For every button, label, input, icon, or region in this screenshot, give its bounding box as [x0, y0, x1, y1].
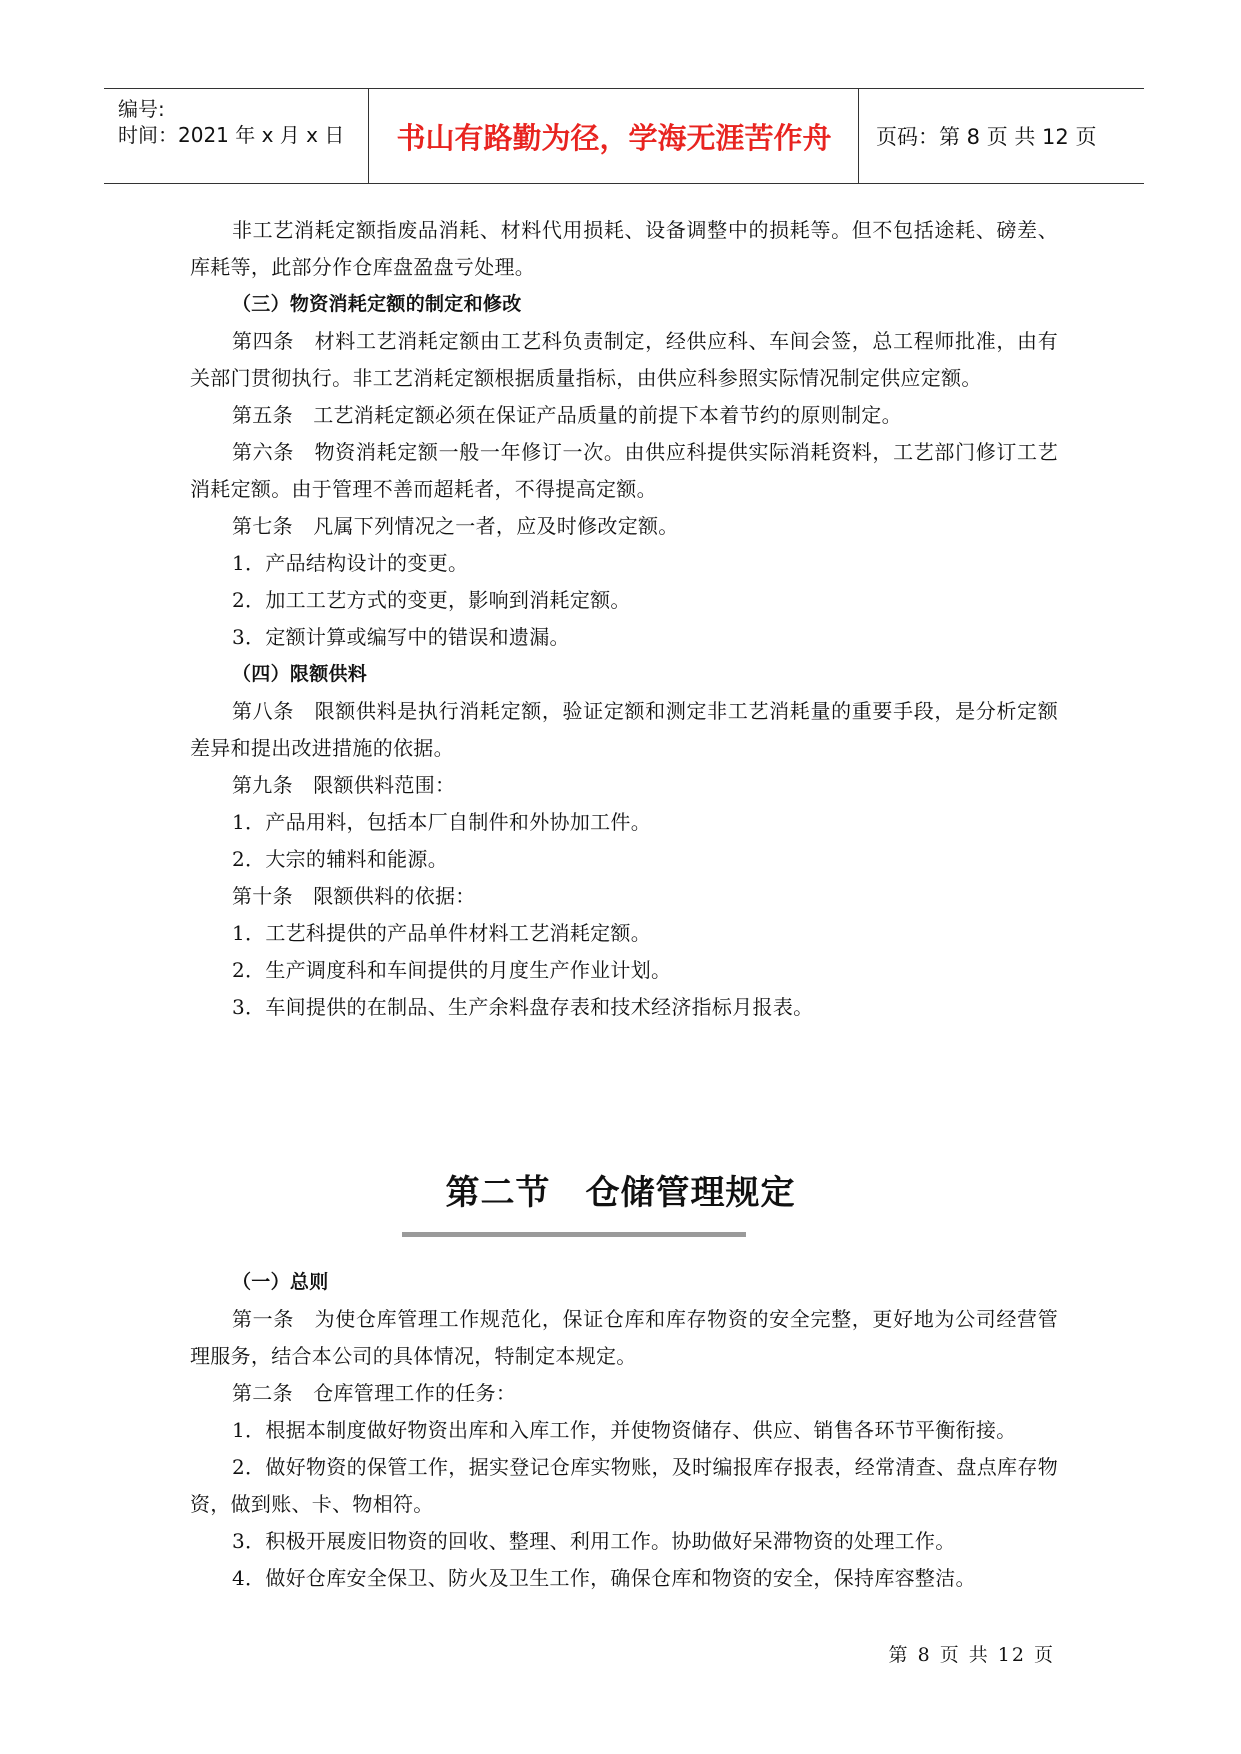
- body-section-1: [190, 212, 1058, 1026]
- subsection-heading: （一）总则: [232, 1271, 329, 1293]
- paragraph: 3．积极开展废旧物资的回收、整理、利用工作。协助做好呆滞物资的处理工作。: [232, 1529, 956, 1553]
- document-number-label: 编号:: [118, 97, 165, 121]
- paragraph: 3．定额计算或编写中的错误和遗漏。: [232, 625, 570, 649]
- page-footer: 第 8 页 共 12 页: [888, 1644, 1055, 1666]
- paragraph: 2．生产调度科和车间提供的月度生产作业计划。: [232, 958, 672, 982]
- section-title: 第二节 仓储管理规定: [445, 1173, 796, 1213]
- paragraph: 第二条 仓库管理工作的任务：: [232, 1381, 517, 1405]
- paragraph: 第六条 物资消耗定额一般一年修订一次。由供应科提供实际消耗资料，工艺部门修订工艺消耗定额。由于管理不善而超耗者，不得提高定额。: [190, 440, 1058, 501]
- paragraph: 第四条 材料工艺消耗定额由工艺科负责制定，经供应科、车间会签，总工程师批准，由有关部门贯彻执行。非工艺消耗定额根据质量指标，由供应科参照实际情况制定供应定额。: [190, 329, 1058, 390]
- paragraph: 第五条 工艺消耗定额必须在保证产品质量的前提下本着节约的原则制定。: [232, 403, 902, 427]
- page-header: [104, 88, 1144, 184]
- paragraph: 第十条 限额供料的依据：: [232, 884, 476, 908]
- body-section-2: [190, 1264, 1058, 1597]
- paragraph: 1．根据本制度做好物资出库和入库工作，并使物资储存、供应、销售各环节平衡衔接。: [232, 1418, 1017, 1442]
- subsection-heading: （四）限额供料: [232, 663, 368, 685]
- paragraph: 2．大宗的辅料和能源。: [232, 847, 449, 871]
- paragraph: 第一条 为使仓库管理工作规范化，保证仓库和库存物资的安全完整，更好地为公司经营管理服务，结合本公司的具体情况，特制定本规定。: [190, 1307, 1058, 1368]
- paragraph: 2．加工工艺方式的变更，影响到消耗定额。: [232, 588, 631, 612]
- header-motto: 书山有路勤为径，学海无涯苦作舟: [370, 89, 859, 183]
- paragraph: 4．做好仓库安全保卫、防火及卫生工作，确保仓库和物资的安全，保持库容整洁。: [232, 1566, 976, 1590]
- paragraph: 非工艺消耗定额指废品消耗、材料代用损耗、设备调整中的损耗等。但不包括途耗、磅差、库耗等，此部分作仓库盘盈盘亏处理。: [190, 218, 1058, 279]
- paragraph: 3．车间提供的在制品、生产余料盘存表和技术经济指标月报表。: [232, 995, 814, 1019]
- paragraph: 1．产品用料，包括本厂自制件和外协加工件。: [232, 810, 652, 834]
- header-page-number: 页码：第 8 页 共 12 页: [876, 125, 1097, 149]
- paragraph: 1．产品结构设计的变更。: [232, 551, 469, 575]
- paragraph: 2．做好物资的保管工作，据实登记仓库实物账，及时编报库存报表，经常清查、盘点库存物资，做到账、卡、物相符。: [190, 1455, 1058, 1516]
- paragraph: 第九条 限额供料范围：: [232, 773, 456, 797]
- document-time-label: 时间：2021 年 x 月 x 日: [118, 123, 345, 147]
- section-title-underline: [402, 1232, 746, 1237]
- paragraph: 1．工艺科提供的产品单件材料工艺消耗定额。: [232, 921, 652, 945]
- header-meta: [104, 89, 369, 183]
- paragraph: 第八条 限额供料是执行消耗定额，验证定额和测定非工艺消耗量的重要手段，是分析定额差异和提出改进措施的依据。: [190, 699, 1058, 760]
- subsection-heading: （三）物资消耗定额的制定和修改: [232, 293, 522, 315]
- paragraph: 第七条 凡属下列情况之一者，应及时修改定额。: [232, 514, 679, 538]
